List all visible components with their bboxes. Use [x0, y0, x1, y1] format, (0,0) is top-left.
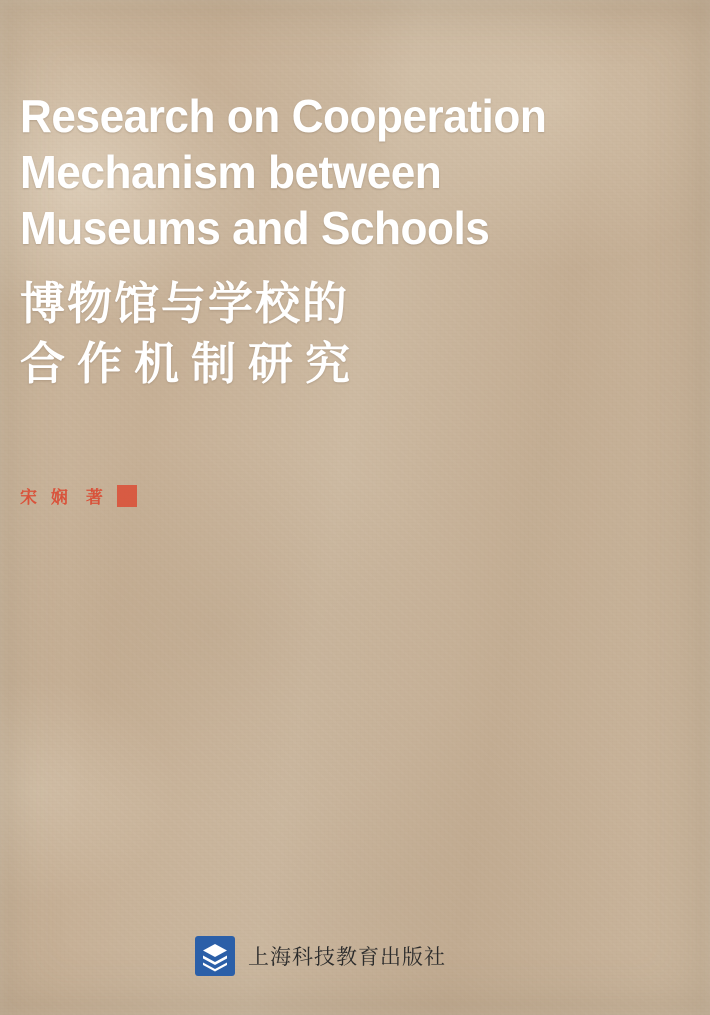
author-accent-swatch: [117, 485, 137, 507]
english-title-line-3: Museums and Schools: [20, 202, 490, 255]
author-name: 宋 娴: [20, 488, 72, 508]
chinese-title: [20, 274, 660, 393]
english-title-line-1: Research on Cooperation: [20, 90, 547, 142]
english-title: [20, 88, 634, 256]
chinese-title-line-2: 合作机制研究: [20, 336, 363, 390]
english-title-line-2: Mechanism between: [20, 146, 442, 199]
author-role: 著: [85, 488, 103, 508]
publisher-logo-icon: [194, 935, 236, 977]
chinese-title-line-1: 博物馆与学校的: [20, 277, 350, 331]
author-block: [20, 483, 137, 508]
title-block: [20, 88, 660, 393]
publisher-block: [0, 935, 710, 977]
publisher-name: 上海科技教育出版社: [248, 945, 446, 969]
